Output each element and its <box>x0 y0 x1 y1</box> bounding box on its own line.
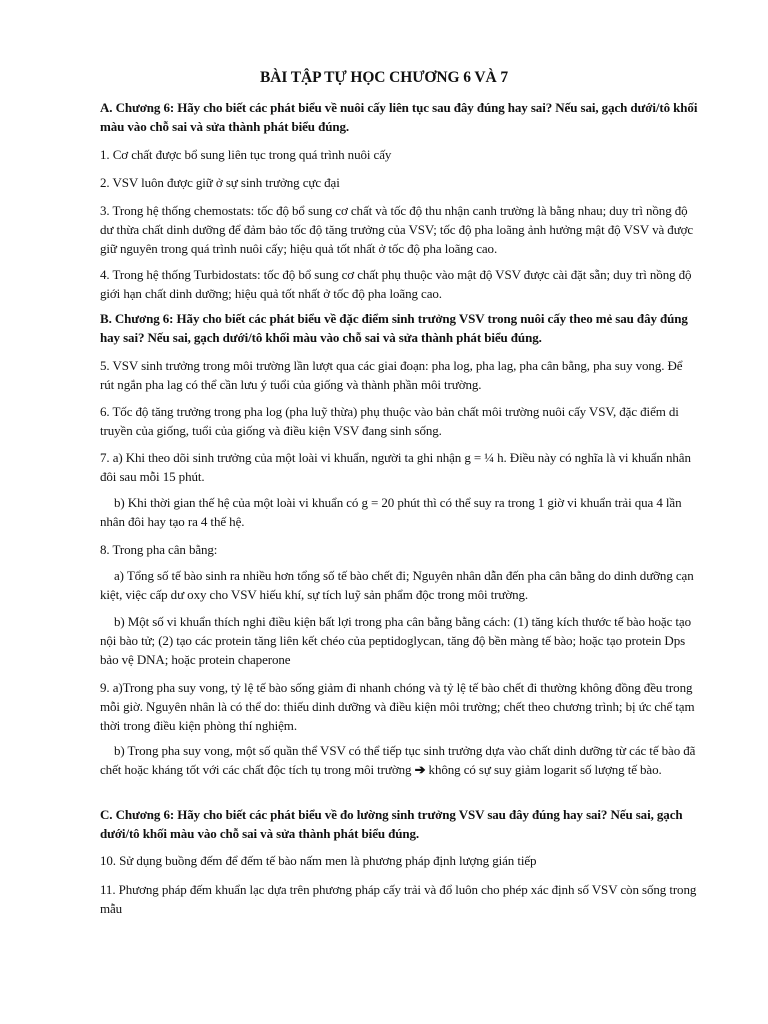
statement-1: 1. Cơ chất được bổ sung liên tục trong quá trình nuôi cấy <box>100 147 392 162</box>
statement-9a: 9. a)Trong pha suy vong, tỷ lệ tế bào sống giảm đi nhanh chóng và tỷ lệ tế bào chết đi thường không đồng đều trong mỗi giờ. Nguyên nhân là có thể do: thiếu dinh dưỡng và điều kiện môi trường; chết theo chương trình; bị ức chế tạm thời trong điều kiện phòng thí nghiệm. <box>100 680 695 733</box>
statement-10: 10. Sử dụng buồng đếm để đếm tế bào nấm men là phương pháp định lượng gián tiếp <box>100 853 537 868</box>
statement-8a: a) Tổng số tế bào sinh ra nhiều hơn tổng số tế bào chết đi; Nguyên nhân dẫn đến pha cân bằng do dinh dưỡng cạn kiệt, việc cấp dư oxy cho VSV hiếu khí, sự tích luỹ sản phẩm độc trong môi trường. <box>100 568 694 602</box>
right-arrow-icon: ➔ <box>414 762 426 777</box>
statement-6: 6. Tốc độ tăng trưởng trong pha log (pha luỹ thừa) phụ thuộc vào bản chất môi trường nuôi cấy VSV, đặc điểm di truyền của giống, tuổi của giống và điều kiện VSV đang sinh sống. <box>100 404 679 438</box>
statement-3: 3. Trong hệ thống chemostats: tốc độ bổ sung cơ chất và tốc độ thu nhận canh trường là bằng nhau; duy trì nồng độ dư thừa chất dinh dưỡng để đảm bảo tốc độ tăng trưởng của VSV; tốc độ pha loãng ảnh hưởng mật độ VSV và được giữ nguyên trong quá trình nuôi cấy; hiệu quả tốt nhất ở tốc độ pha loãng cao. <box>100 203 694 256</box>
section-a-heading: A. Chương 6: Hãy cho biết các phát biểu về nuôi cấy liên tục sau đây đúng hay sai? Nếu sai, gạch dưới/tô khối màu vào chỗ sai và sửa thành phát biểu đúng. <box>100 100 698 134</box>
statement-8b: b) Một số vi khuẩn thích nghi điều kiện bất lợi trong pha cân bằng bằng cách: (1) tăng kích thước tế bào hoặc tạo nội bào tử; (2) tạo các protein tăng liên kết chéo của peptidoglycan, tăng độ bền màng tế bào; hoặc tạo protein Dps bảo vệ DNA; hoặc protein chaperone <box>100 614 692 667</box>
statement-8-intro: 8. Trong pha cân bằng: <box>100 542 218 557</box>
section-b-heading: B. Chương 6: Hãy cho biết các phát biểu về đặc điểm sinh trưởng VSV trong nuôi cấy theo mẻ sau đây đúng hay sai? Nếu sai, gạch dưới/tô khối màu vào chỗ sai và sửa thành phát biểu đúng. <box>100 311 688 345</box>
document-title: BÀI TẬP TỰ HỌC CHƯƠNG 6 VÀ 7 <box>260 69 508 86</box>
statement-2: 2. VSV luôn được giữ ở sự sinh trưởng cực đại <box>100 175 340 190</box>
statement-11: 11. Phương pháp đếm khuẩn lạc dựa trên phương pháp cấy trải và đổ luôn cho phép xác định số VSV còn sống trong mẫu <box>100 882 697 916</box>
statement-4: 4. Trong hệ thống Turbidostats: tốc độ bổ sung cơ chất phụ thuộc vào mật độ VSV được cài đặt sẵn; duy trì nồng độ giới hạn chất dinh dưỡng; hiệu quả tốt nhất ở tốc độ pha loãng cao. <box>100 267 692 301</box>
statement-9b-text: b) Trong pha suy vong, một số quần thể VSV có thể tiếp tục sinh trưởng dựa vào chất dinh dưỡng từ các tế bào đã chết hoặc kháng tốt với các chất độc tích tụ trong môi trường <box>100 743 696 777</box>
statement-7b: b) Khi thời gian thế hệ của một loài vi khuẩn có g = 20 phút thì có thể suy ra trong 1 giờ vi khuẩn trải qua 4 lần nhân đôi hay tạo ra 4 thế hệ. <box>100 495 682 529</box>
statement-9b-conclusion: không có sự suy giảm logarit số lượng tế bào. <box>428 762 662 777</box>
statement-9b <box>100 741 698 779</box>
statement-7a: 7. a) Khi theo dõi sinh trưởng của một loài vi khuẩn, người ta ghi nhận g = ¼ h. Điều này có nghĩa là vi khuẩn nhân đôi sau mỗi 15 phút. <box>100 450 691 484</box>
statement-5: 5. VSV sinh trưởng trong môi trường lần lượt qua các giai đoạn: pha log, pha lag, pha cân bằng, pha suy vong. Để rút ngắn pha lag có thể cần lưu ý tuổi của giống và thành phần môi trường. <box>100 358 683 392</box>
section-c-heading: C. Chương 6: Hãy cho biết các phát biểu về đo lường sinh trưởng VSV sau đây đúng hay sai? Nếu sai, gạch dưới/tô khối màu vào chỗ sai và sửa thành phát biểu đúng. <box>100 807 683 841</box>
